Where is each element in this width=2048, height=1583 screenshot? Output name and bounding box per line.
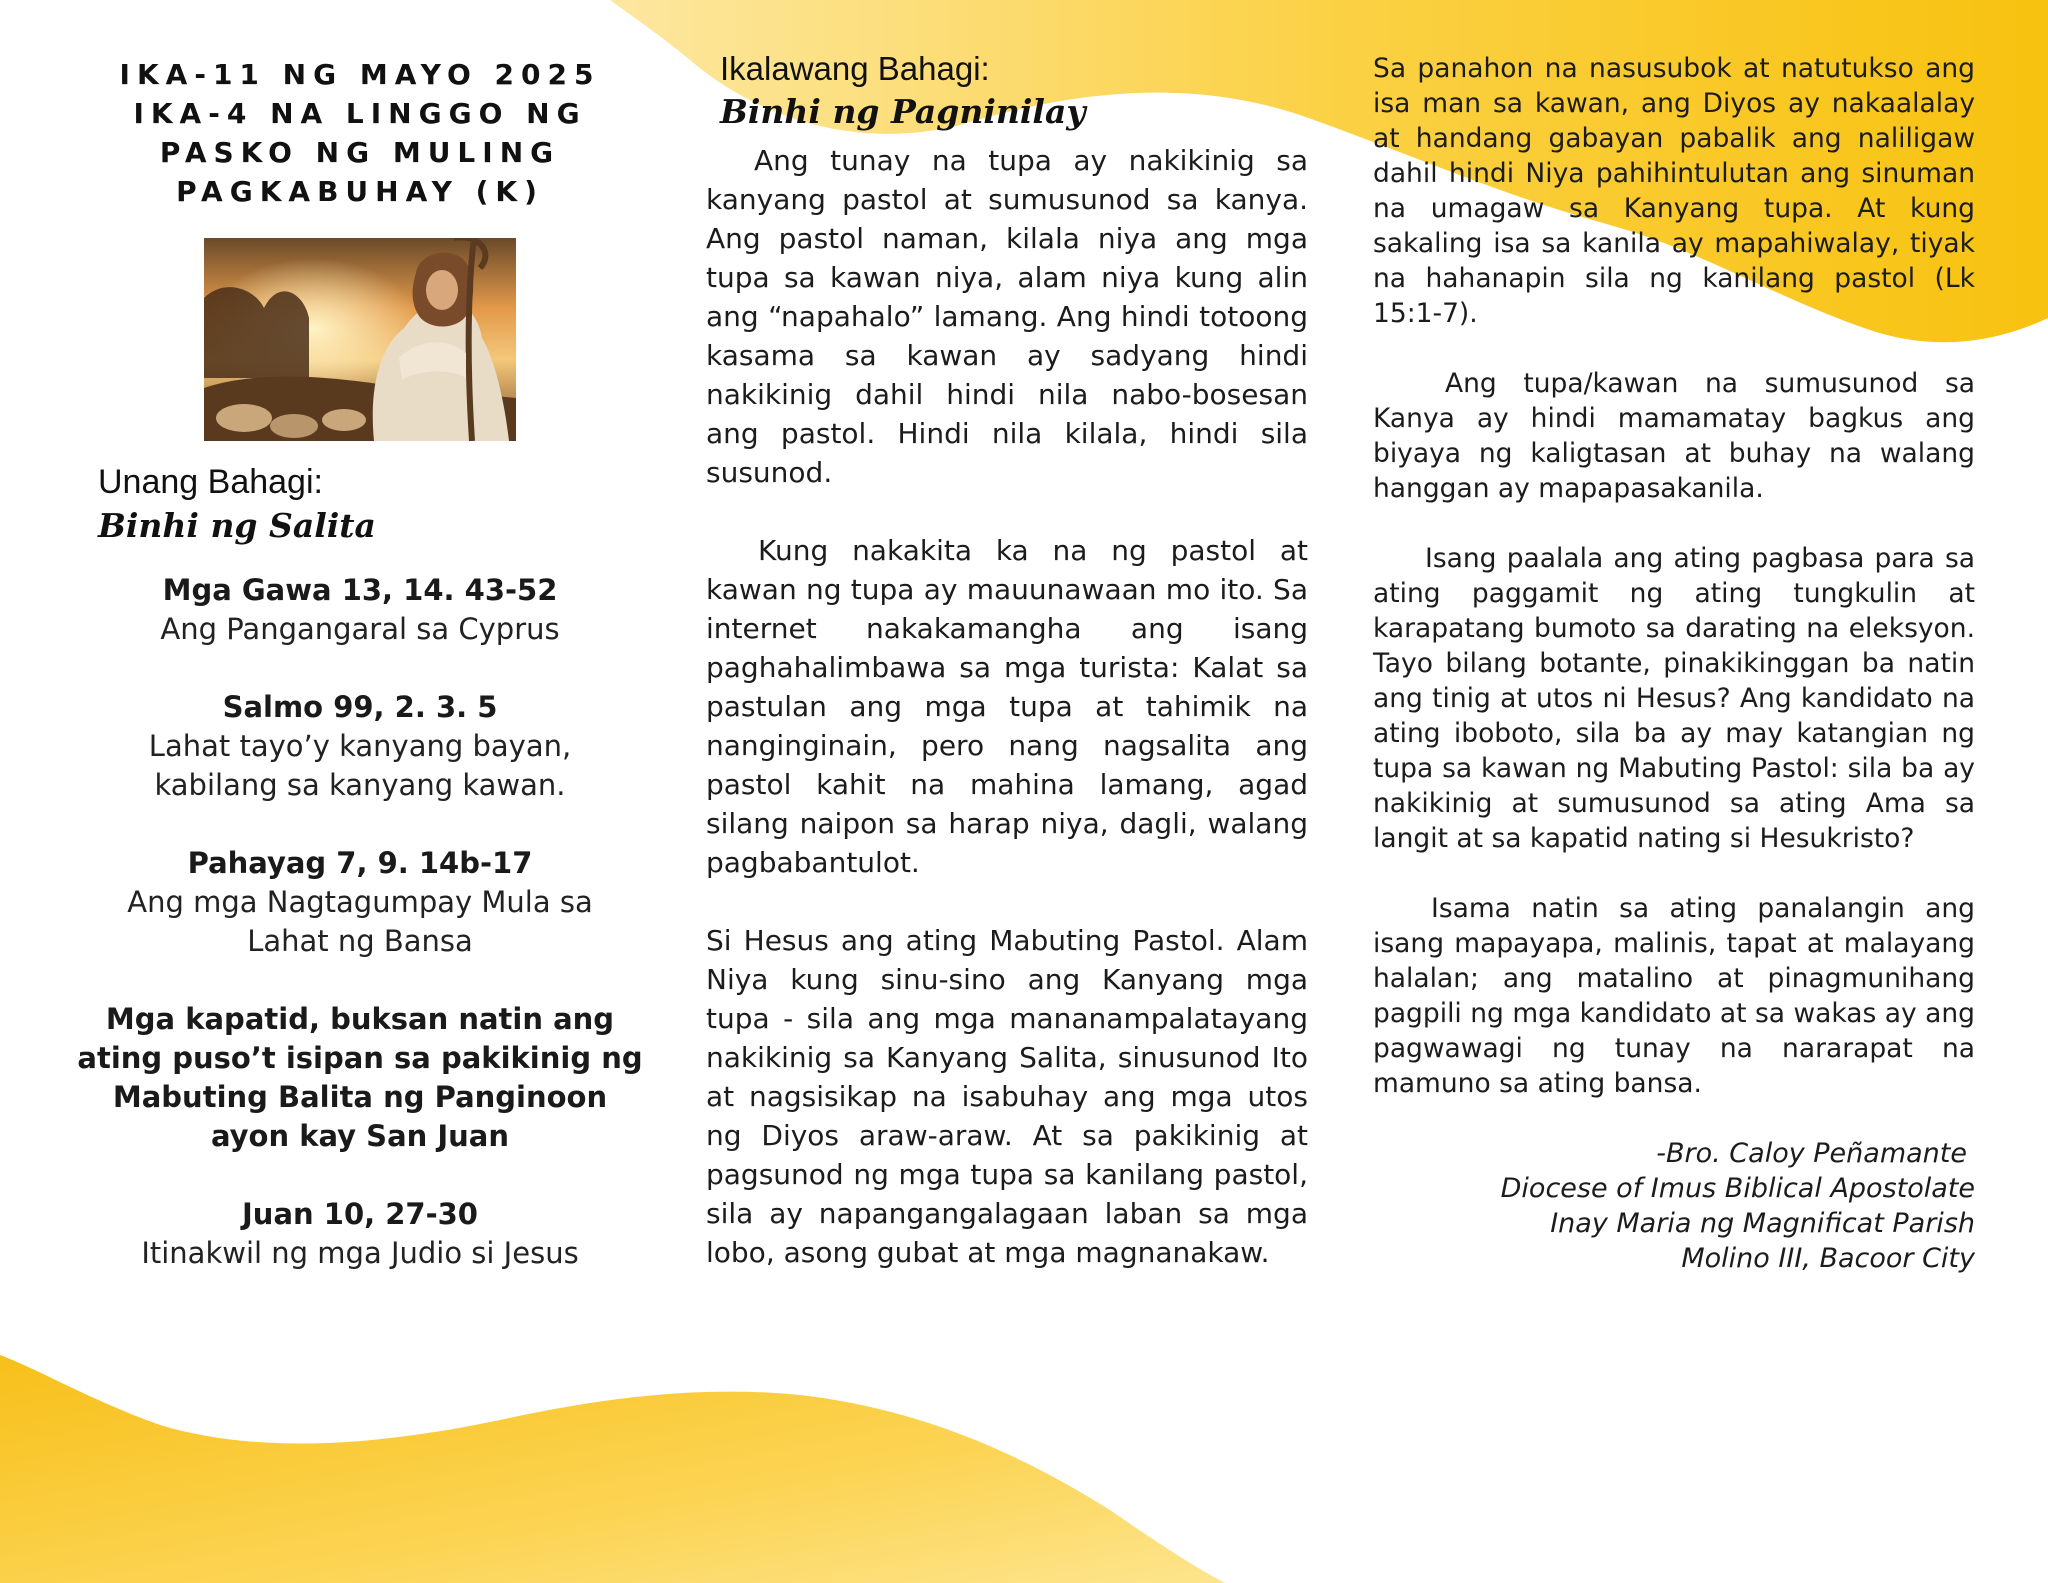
part2-label: Ikalawang Bahagi:	[720, 50, 990, 87]
reading-title: Ang mga Nagtagumpay Mula sa	[127, 885, 593, 919]
reading-title: kabilang sa kanyang kawan.	[154, 768, 566, 802]
part1-label: Unang Bahagi:	[98, 463, 323, 501]
date-line: IKA-11 NG MAYO 2025	[119, 58, 601, 91]
gospel-reading	[60, 1195, 660, 1273]
reflection-paragraph: Si Hesus ang ating Mabuting Pastol. Alam Niya kung sinu-sino ang Kanyang mga tupa - sila ang mga mananampalatayang nakikinig sa Kanyang Salita, sinusunod Ito at nagsisikap na isabuhay ang mga utos ng Diyos araw-araw. At sa pakikinig at pagsunod ng mga tupa sa kanilang pastol, sila ay napangangalagaan laban sa mga lobo, asong gubat at mga magnanakaw.	[706, 924, 1308, 1269]
liturgical-date	[60, 55, 660, 211]
reflection-paragraph: Ang tunay na tupa ay nakikinig sa kanyang pastol at sumusunod sa kanya. Ang pastol naman, kilala niya ang mga tupa sa kawan niya, alam niya kung alin ang “napahalo” lamang. Ang hindi totoong kasama sa kawan ay sadyang hindi nakikinig dahil hindi nila nabo-bosesan ang pastol. Hindi nila kilala, hindi sila susunod.	[706, 144, 1308, 489]
reading-title: Lahat ng Bansa	[247, 924, 473, 958]
signature-line: Inay Maria ng Magnificat Parish	[1550, 1208, 1975, 1239]
gospel-ref: Juan 10, 27-30	[242, 1197, 478, 1231]
column-readings	[60, 55, 660, 1273]
date-line: PASKO NG MULING	[159, 136, 561, 169]
callout-line: ating puso’t isipan sa pakikinig ng	[77, 1041, 643, 1075]
bottom-wave	[0, 1355, 1225, 1583]
reading-title: Ang Pangangaral sa Cyprus	[160, 612, 560, 646]
reading-ref: Pahayag 7, 9. 14b-17	[187, 846, 533, 880]
part1-heading: Binhi ng Salita	[98, 506, 376, 545]
reading-1	[60, 571, 660, 649]
author-signature	[1373, 1136, 1975, 1276]
signature-line: -Bro. Caloy Peñamante	[1656, 1138, 1967, 1169]
reflection-paragraph: Ang tupa/kawan na sumusunod sa Kanya ay hindi mamamatay bagkus ang biyaya ng kaligtasan at buhay na walang hanggan ay mapapasakanila.	[1373, 368, 1975, 504]
gospel-invitation	[60, 1000, 660, 1156]
good-shepherd-image	[204, 238, 516, 441]
reading-2	[60, 688, 660, 805]
callout-line: Mga kapatid, buksan natin ang	[105, 1002, 615, 1036]
column-reflection-continued	[1373, 51, 1975, 1276]
callout-line: Mabuting Balita ng Panginoon	[112, 1080, 608, 1114]
reflection-paragraph: Isang paalala ang ating pagbasa para sa ating paggamit ng ating tungkulin at karapatang bumoto sa darating na eleksyon. Tayo bilang botante, pinakikinggan ba natin ang tinig at utos ni Hesus? Ang kandidato na ating iboboto, sila ba ay may katangian ng tupa sa kawan ng Mabuting Pastol: sila ba ay nakikinig at sumusunod sa ating Ama sa langit at sa kapatid nating si Hesukristo?	[1373, 543, 1975, 854]
reading-title: Lahat tayo’y kanyang bayan,	[148, 729, 572, 763]
date-line: IKA-4 NA LINGGO NG	[133, 97, 587, 130]
part2-heading: Binhi ng Pagninilay	[720, 92, 1086, 131]
reflection-paragraph: Sa panahon na nasusubok at natutukso ang isa man sa kawan, ang Diyos ay nakaalalay at handang gabayan pabalik ang naliligaw dahil hindi Niya pahihintulutan ang sinuman na umagaw sa Kanyang tupa. At kung sakaling isa sa kanila ay mapahiwalay, tiyak na hahanapin sila ng kanilang pastol (Lk 15:1-7).	[1373, 53, 1975, 329]
reflection-paragraph: Isama natin sa ating panalangin ang isang mapayapa, malinis, tapat at malayang halalan; ang matalino at pinagmunihang pagpili ng mga kandidato at sa wakas ay ang pagwawagi ng tunay na nararapat na mamuno sa ating bansa.	[1373, 893, 1975, 1099]
reading-ref: Mga Gawa 13, 14. 43-52	[162, 573, 558, 607]
signature-line: Molino III, Bacoor City	[1681, 1243, 1975, 1274]
column-reflection	[706, 50, 1308, 1272]
reflection-paragraph: Kung nakakita ka na ng pastol at kawan ng tupa ay mauunawaan mo ito. Sa internet nakakamangha ang isang paghahalimbawa sa mga turista: Kalat sa pastulan ang mga tupa at tahimik na nanginginain, pero nang nagsalita ang pastol kahit na mahina lamang, agad silang naipon sa harap niya, dagli, walang pagbabantulot.	[706, 534, 1308, 879]
reading-3	[60, 844, 660, 961]
date-line: PAGKABUHAY (K)	[176, 175, 544, 208]
callout-line: ayon kay San Juan	[210, 1119, 510, 1153]
signature-line: Diocese of Imus Biblical Apostolate	[1500, 1173, 1975, 1204]
reading-ref: Salmo 99, 2. 3. 5	[222, 690, 498, 724]
gospel-title: Itinakwil ng mga Judio si Jesus	[141, 1236, 579, 1270]
